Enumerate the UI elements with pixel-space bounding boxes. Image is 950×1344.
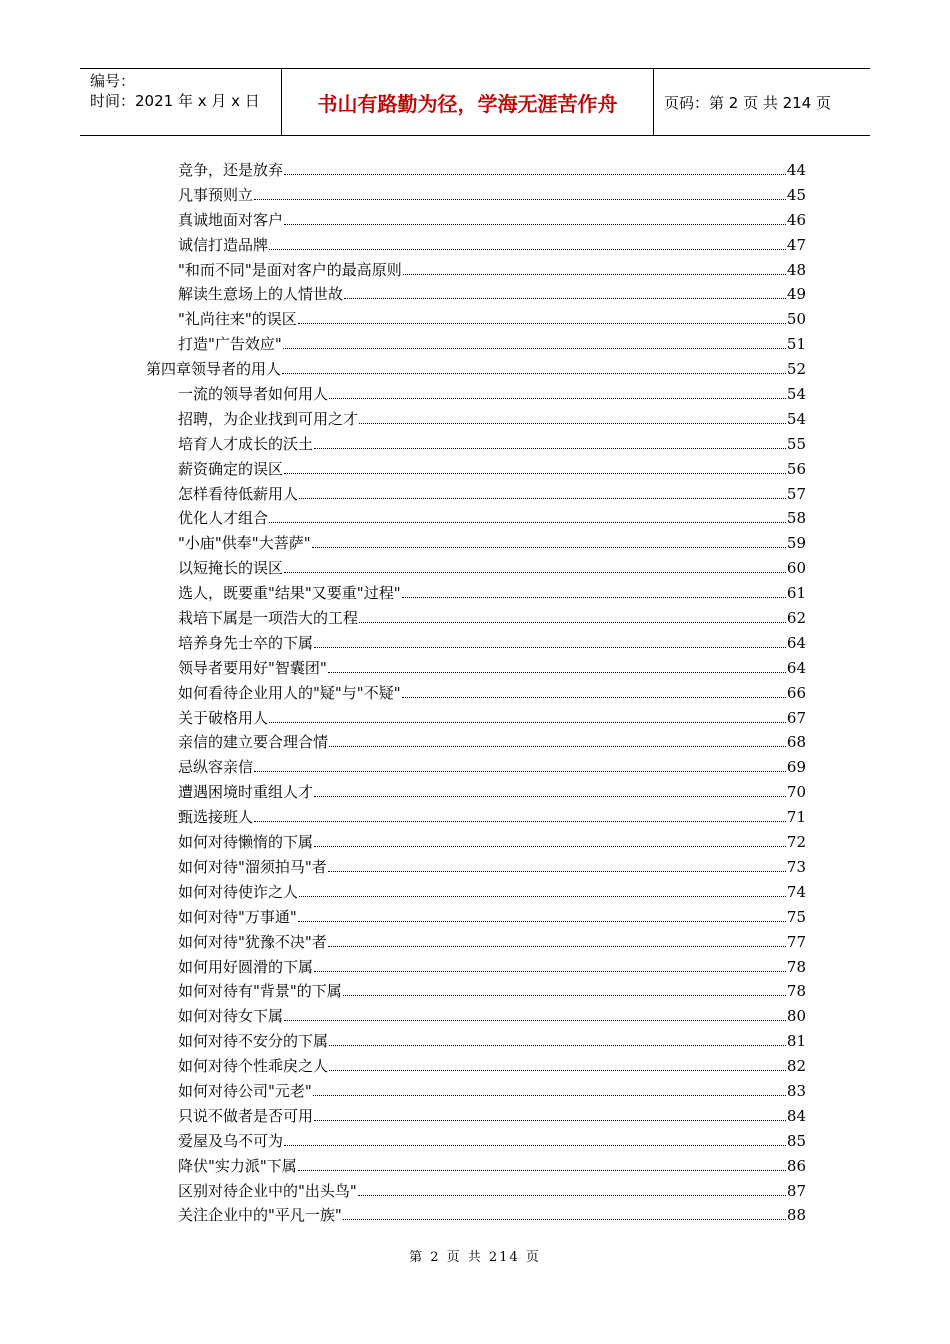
toc-entry-title: 第四章领导者的用人: [146, 360, 282, 379]
toc-entry-title: 打造"广告效应": [178, 335, 282, 354]
toc-entry-title: 如何对待"溜须拍马"者: [178, 857, 327, 876]
toc-entry-title: 薪资确定的误区: [178, 459, 284, 478]
toc-entry-page: 56: [786, 459, 806, 478]
toc-entry-page: 80: [786, 1007, 806, 1026]
toc-dot-leader: [284, 1020, 786, 1021]
toc-entry-page: 85: [786, 1131, 806, 1150]
toc-dot-leader: [314, 448, 786, 449]
toc-dot-leader: [314, 1120, 786, 1121]
toc-dot-leader: [344, 298, 786, 299]
toc-dot-leader: [269, 722, 786, 723]
toc-entry-title: 遭遇困境时重组人才: [178, 783, 314, 802]
toc-entry[interactable]: [146, 730, 806, 755]
toc-entry-title: 如何对待"万事通": [178, 907, 297, 926]
toc-entry-page: 87: [786, 1181, 806, 1200]
toc-entry-title: 忌纵容亲信: [178, 758, 254, 777]
toc-entry-page: 71: [786, 808, 806, 827]
toc-entry-page: 64: [786, 658, 806, 677]
toc-entry-title: 竞争，还是放弃: [178, 161, 284, 179]
toc-entry[interactable]: [146, 282, 806, 307]
toc-entry-title: 如何对待个性乖戾之人: [178, 1057, 329, 1076]
toc-entry-page: 83: [786, 1081, 806, 1100]
toc-entry-title: 关于破格用人: [178, 708, 269, 727]
toc-entry-page: 67: [786, 708, 806, 727]
toc-entry-page: 49: [786, 285, 806, 304]
toc-entry-title: 爱屋及乌不可为: [178, 1131, 284, 1150]
toc-dot-leader: [298, 921, 786, 922]
document-time: 时间：2021 年 x 月 x 日: [90, 92, 260, 110]
toc-dot-leader: [329, 398, 786, 399]
toc-dot-leader: [328, 871, 786, 872]
toc-entry-title: 领导者要用好"智囊团": [178, 658, 327, 677]
toc-dot-leader: [328, 946, 786, 947]
toc-entry-page: 78: [786, 982, 806, 1001]
toc-dot-leader: [329, 1045, 786, 1046]
toc-entry-title: 选人，既要重"结果"又要重"过程": [178, 584, 401, 603]
toc-entry-page: 64: [786, 633, 806, 652]
toc-entry-page: 51: [786, 335, 806, 354]
toc-entry[interactable]: [146, 258, 806, 283]
toc-entry-title: 甄选接班人: [178, 808, 254, 827]
toc-entry[interactable]: [146, 830, 806, 855]
toc-entry[interactable]: [146, 755, 806, 780]
toc-dot-leader: [403, 274, 786, 275]
toc-entry[interactable]: [146, 432, 806, 457]
toc-entry[interactable]: [146, 1079, 806, 1104]
toc-dot-leader: [299, 498, 786, 499]
toc-entry[interactable]: [146, 1029, 806, 1054]
toc-dot-leader: [359, 622, 786, 623]
toc-entry-page: 46: [786, 210, 806, 229]
toc-entry-page: 57: [786, 484, 806, 503]
toc-entry[interactable]: [146, 581, 806, 606]
toc-entry-title: 如何对待不安分的下属: [178, 1032, 329, 1051]
toc-entry-page: 72: [786, 833, 806, 852]
toc-entry-page: 68: [786, 733, 806, 752]
toc-dot-leader: [254, 771, 786, 772]
toc-entry-page: 58: [786, 509, 806, 528]
toc-entry-page: 60: [786, 559, 806, 578]
toc-entry-title: 诚信打造品牌: [178, 235, 269, 254]
toc-entry-title: 培育人才成长的沃土: [178, 434, 314, 453]
toc-entry-page: 61: [786, 584, 806, 603]
toc-dot-leader: [254, 821, 786, 822]
toc-entry[interactable]: [146, 332, 806, 357]
toc-entry-title: 关注企业中的"平凡一族": [178, 1206, 342, 1225]
toc-entry-page: 69: [786, 758, 806, 777]
toc-entry-title: 培养身先士卒的下属: [178, 633, 314, 652]
document-number-label: 编号：: [90, 72, 136, 90]
toc-dot-leader: [299, 896, 786, 897]
toc-entry-page: 74: [786, 882, 806, 901]
toc-entry-title: 真诚地面对客户: [178, 210, 284, 229]
toc-entry-title: 优化人才组合: [178, 509, 269, 528]
toc-entry[interactable]: [146, 183, 806, 208]
toc-entry-title: 如何看待企业用人的"疑"与"不疑": [178, 683, 401, 702]
toc-entry-page: 70: [786, 783, 806, 802]
toc-entry-page: 62: [786, 609, 806, 628]
toc-entry[interactable]: [146, 930, 806, 955]
toc-dot-leader: [284, 572, 786, 573]
toc-entry-title: "礼尚往来"的误区: [178, 310, 297, 329]
toc-entry[interactable]: [146, 233, 806, 258]
toc-entry-page: 54: [786, 409, 806, 428]
toc-dot-leader: [359, 423, 786, 424]
header-meta: [80, 69, 282, 135]
toc-entry[interactable]: [146, 407, 806, 432]
toc-entry-title: 如何对待公司"元老": [178, 1081, 312, 1100]
toc-entry[interactable]: [146, 506, 806, 531]
toc-dot-leader: [314, 796, 786, 797]
toc-dot-leader: [402, 697, 786, 698]
toc-entry[interactable]: [146, 1203, 806, 1228]
toc-entry-page: 47: [786, 235, 806, 254]
toc-entry-title: 如何对待"犹豫不决"者: [178, 932, 327, 951]
toc-entry-title: "和而不同"是面对客户的最高原则: [178, 260, 402, 279]
toc-dot-leader: [313, 1095, 786, 1096]
toc-entry-page: 66: [786, 683, 806, 702]
header-motto: 书山有路勤为径，学海无涯苦作舟: [282, 69, 654, 135]
toc-entry[interactable]: [146, 382, 806, 407]
toc-dot-leader: [284, 174, 786, 175]
toc-dot-leader: [358, 1195, 786, 1196]
toc-entry-title: 凡事预则立: [178, 185, 254, 204]
toc-entry-page: 82: [786, 1057, 806, 1076]
toc-entry-page: 88: [786, 1206, 806, 1225]
table-of-contents: [146, 158, 806, 1228]
toc-dot-leader: [254, 199, 786, 200]
toc-dot-leader: [269, 249, 786, 250]
toc-entry-page: 81: [786, 1032, 806, 1051]
toc-entry-page: 45: [786, 185, 806, 204]
toc-entry[interactable]: [146, 955, 806, 980]
toc-dot-leader: [284, 473, 786, 474]
toc-dot-leader: [283, 348, 786, 349]
toc-entry[interactable]: [146, 905, 806, 930]
toc-entry[interactable]: [146, 631, 806, 656]
toc-dot-leader: [329, 1070, 786, 1071]
toc-dot-leader: [284, 224, 786, 225]
toc-dot-leader: [314, 846, 786, 847]
toc-entry-page: 52: [786, 360, 806, 379]
toc-entry[interactable]: [146, 780, 806, 805]
toc-dot-leader: [269, 522, 786, 523]
toc-entry-title: 怎样看待低薪用人: [178, 484, 299, 503]
toc-entry[interactable]: [146, 706, 806, 731]
toc-dot-leader: [282, 373, 786, 374]
toc-entry[interactable]: [146, 855, 806, 880]
toc-entry-page: 54: [786, 385, 806, 404]
toc-entry[interactable]: [146, 457, 806, 482]
toc-dot-leader: [312, 547, 786, 548]
toc-dot-leader: [298, 1170, 786, 1171]
toc-entry-page: 55: [786, 434, 806, 453]
page-footer: 第 2 页 共 214 页: [409, 1250, 541, 1265]
toc-entry[interactable]: [146, 208, 806, 233]
toc-entry[interactable]: [146, 1179, 806, 1204]
toc-entry[interactable]: [146, 979, 806, 1004]
toc-entry-page: 77: [786, 932, 806, 951]
toc-entry-title: 以短掩长的误区: [178, 559, 284, 578]
toc-entry-title: 一流的领导者如何用人: [178, 385, 329, 404]
toc-dot-leader: [284, 1145, 786, 1146]
toc-entry-page: 73: [786, 857, 806, 876]
toc-entry-title: 如何对待懒惰的下属: [178, 833, 314, 852]
toc-entry[interactable]: [146, 1129, 806, 1154]
toc-dot-leader: [402, 597, 786, 598]
toc-entry[interactable]: [146, 681, 806, 706]
toc-entry[interactable]: [146, 656, 806, 681]
toc-dot-leader: [343, 995, 786, 996]
toc-dot-leader: [314, 971, 786, 972]
toc-entry-title: "小庙"供奉"大菩萨": [178, 534, 311, 553]
toc-entry-page: 78: [786, 957, 806, 976]
toc-dot-leader: [328, 672, 786, 673]
toc-entry[interactable]: [146, 1104, 806, 1129]
toc-entry-title: 亲信的建立要合理合情: [178, 733, 329, 752]
header-page-info: 页码：第 2 页 共 214 页: [664, 93, 832, 112]
toc-entry-title: 降伏"实力派"下属: [178, 1156, 297, 1175]
toc-entry[interactable]: [146, 606, 806, 631]
toc-entry-title: 解读生意场上的人情世故: [178, 285, 344, 304]
toc-entry[interactable]: [146, 307, 806, 332]
toc-entry-page: 75: [786, 907, 806, 926]
toc-entry-title: 如何用好圆滑的下属: [178, 957, 314, 976]
toc-entry-page: 44: [786, 161, 806, 179]
toc-dot-leader: [329, 746, 786, 747]
toc-entry[interactable]: [146, 1054, 806, 1079]
toc-dot-leader: [298, 323, 786, 324]
toc-entry-page: 48: [786, 260, 806, 279]
toc-entry[interactable]: [146, 482, 806, 507]
toc-entry-page: 86: [786, 1156, 806, 1175]
toc-dot-leader: [343, 1219, 786, 1220]
toc-chapter-entry[interactable]: [146, 357, 806, 382]
toc-entry[interactable]: [146, 1004, 806, 1029]
toc-entry[interactable]: [146, 880, 806, 905]
toc-entry-page: 59: [786, 534, 806, 553]
toc-entry-title: 如何对待使诈之人: [178, 882, 299, 901]
toc-entry[interactable]: [146, 805, 806, 830]
page-header: [80, 68, 870, 136]
toc-entry-title: 栽培下属是一项浩大的工程: [178, 609, 359, 628]
toc-entry[interactable]: [146, 531, 806, 556]
toc-entry-title: 招聘，为企业找到可用之才: [178, 409, 359, 428]
toc-entry-title: 如何对待女下属: [178, 1007, 284, 1026]
toc-entry-page: 50: [786, 310, 806, 329]
toc-entry-page: 84: [786, 1106, 806, 1125]
toc-entry-title: 如何对待有"背景"的下属: [178, 982, 342, 1001]
toc-entry-title: 区别对待企业中的"出头鸟": [178, 1181, 357, 1200]
toc-entry[interactable]: [146, 158, 806, 183]
toc-dot-leader: [314, 647, 786, 648]
toc-entry[interactable]: [146, 556, 806, 581]
toc-entry[interactable]: [146, 1154, 806, 1179]
toc-entry-title: 只说不做者是否可用: [178, 1106, 314, 1125]
